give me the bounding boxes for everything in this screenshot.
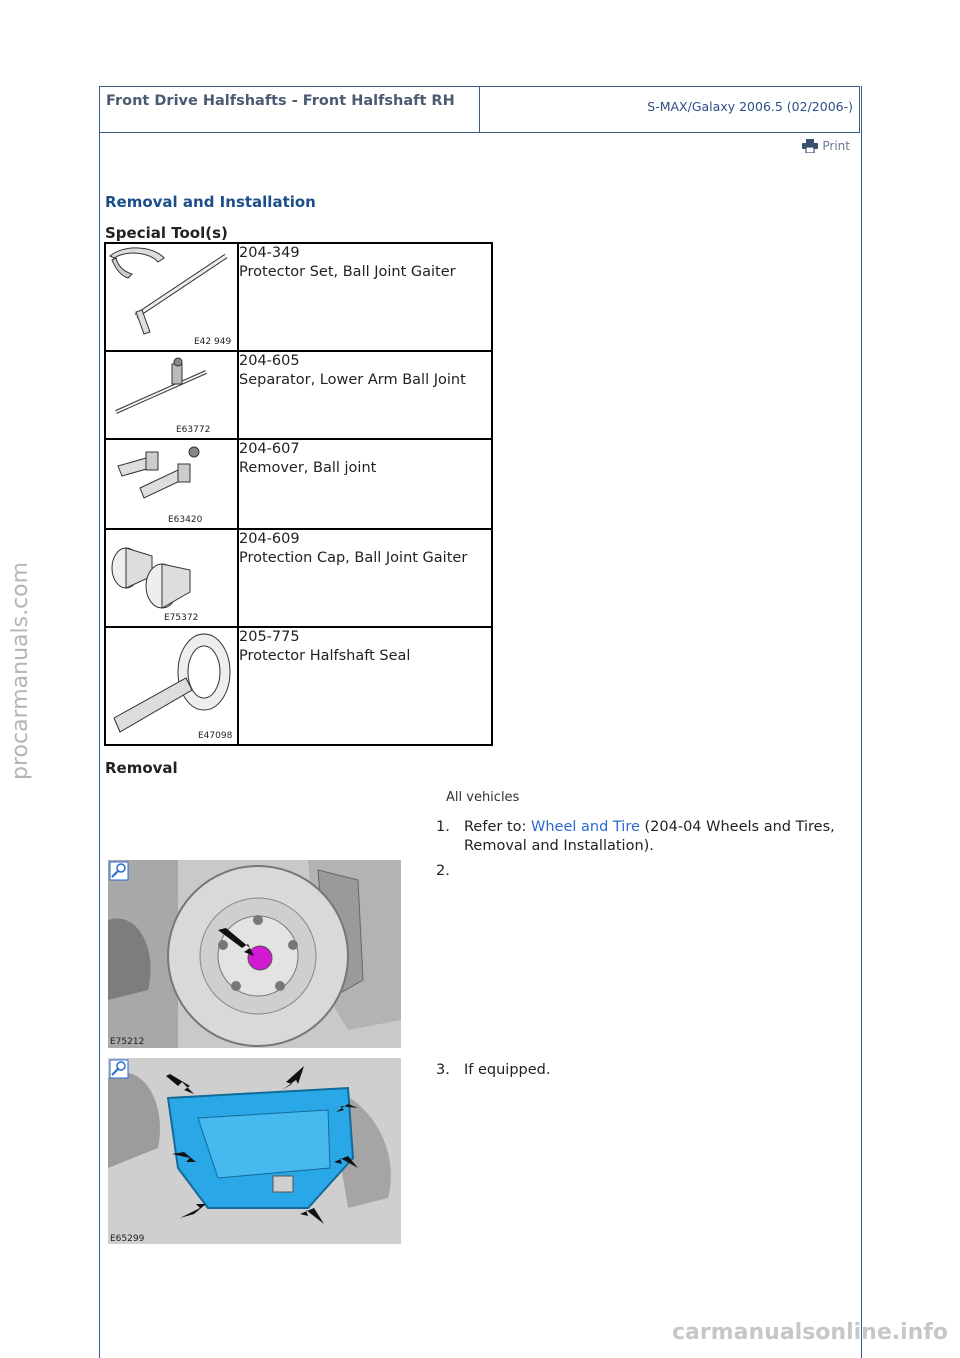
model-label: S-MAX/Galaxy 2006.5 (02/2006-) [647, 99, 853, 114]
special-tools-heading: Special Tool(s) [105, 224, 228, 242]
tool-code: 204-607 [239, 441, 300, 457]
gaiter-protector-icon [106, 244, 237, 348]
tool-image-cell [105, 439, 238, 529]
table-row [105, 439, 492, 529]
section-title: Removal and Installation [105, 193, 316, 211]
step-number: 3. [436, 1062, 450, 1078]
wheel-and-tire-link[interactable]: Wheel and Tire [531, 819, 640, 835]
tool-name: Protector Halfshaft Seal [239, 648, 411, 664]
tool-name: Protector Set, Ball Joint Gaiter [239, 264, 456, 280]
step-number: 2. [436, 863, 450, 879]
figure-label: E47098 [198, 731, 233, 741]
tool-image-cell [105, 351, 238, 439]
figure-label: E65299 [110, 1234, 145, 1244]
figure-label: E75372 [164, 613, 199, 623]
page-header [99, 86, 860, 133]
step-prefix: Refer to: [464, 819, 531, 835]
side-watermark: procarmanuals.com [8, 561, 33, 780]
figure-label: E63420 [168, 515, 203, 525]
tool-description [238, 529, 492, 627]
table-row [105, 627, 492, 745]
zoom-icon[interactable] [110, 1060, 128, 1078]
tool-image-cell [105, 243, 238, 351]
tool-description [238, 627, 492, 745]
ball-joint-remover-icon [106, 440, 237, 526]
special-tools-table [104, 242, 493, 746]
zoom-icon[interactable] [110, 862, 128, 880]
halfshaft-seal-protector-icon [106, 628, 237, 742]
step-1 [436, 818, 836, 856]
vehicles-label: All vehicles [446, 790, 520, 805]
ball-joint-separator-icon [106, 352, 237, 436]
step-text [464, 818, 836, 856]
tool-code: 204-609 [239, 531, 300, 547]
figure-undershield [108, 1058, 401, 1244]
printer-icon [802, 139, 818, 153]
page-title: Front Drive Halfshafts - Front Halfshaft RH [100, 87, 480, 132]
table-row [105, 243, 492, 351]
figure-label: E75212 [110, 1037, 145, 1047]
tool-image-cell [105, 529, 238, 627]
step-2 [436, 862, 836, 881]
print-button[interactable] [802, 139, 850, 153]
tool-name: Remover, Ball joint [239, 460, 377, 476]
tool-description [238, 243, 492, 351]
tool-name: Protection Cap, Ball Joint Gaiter [239, 550, 468, 566]
tool-description [238, 351, 492, 439]
table-row [105, 529, 492, 627]
figure-label: E63772 [176, 425, 211, 435]
step-suffix: (204-04 Wheels and Tires, Removal and Installation). [464, 819, 835, 854]
figure-label: E42 949 [194, 337, 232, 347]
gaiter-protection-cap-icon [106, 530, 237, 624]
tool-code: 204-605 [239, 353, 300, 369]
tool-image-cell [105, 627, 238, 745]
tool-name: Separator, Lower Arm Ball Joint [239, 372, 466, 388]
table-row [105, 351, 492, 439]
tool-code: 204-349 [239, 245, 300, 261]
print-label: Print [822, 139, 850, 153]
tool-description [238, 439, 492, 529]
figure-brake-disc [108, 860, 401, 1048]
step-3 [436, 1061, 836, 1080]
tool-code: 205-775 [239, 629, 300, 645]
step-text: If equipped. [464, 1062, 551, 1078]
footer-watermark: carmanualsonline.info [672, 1320, 948, 1345]
removal-heading: Removal [105, 759, 178, 777]
step-number: 1. [436, 819, 450, 835]
